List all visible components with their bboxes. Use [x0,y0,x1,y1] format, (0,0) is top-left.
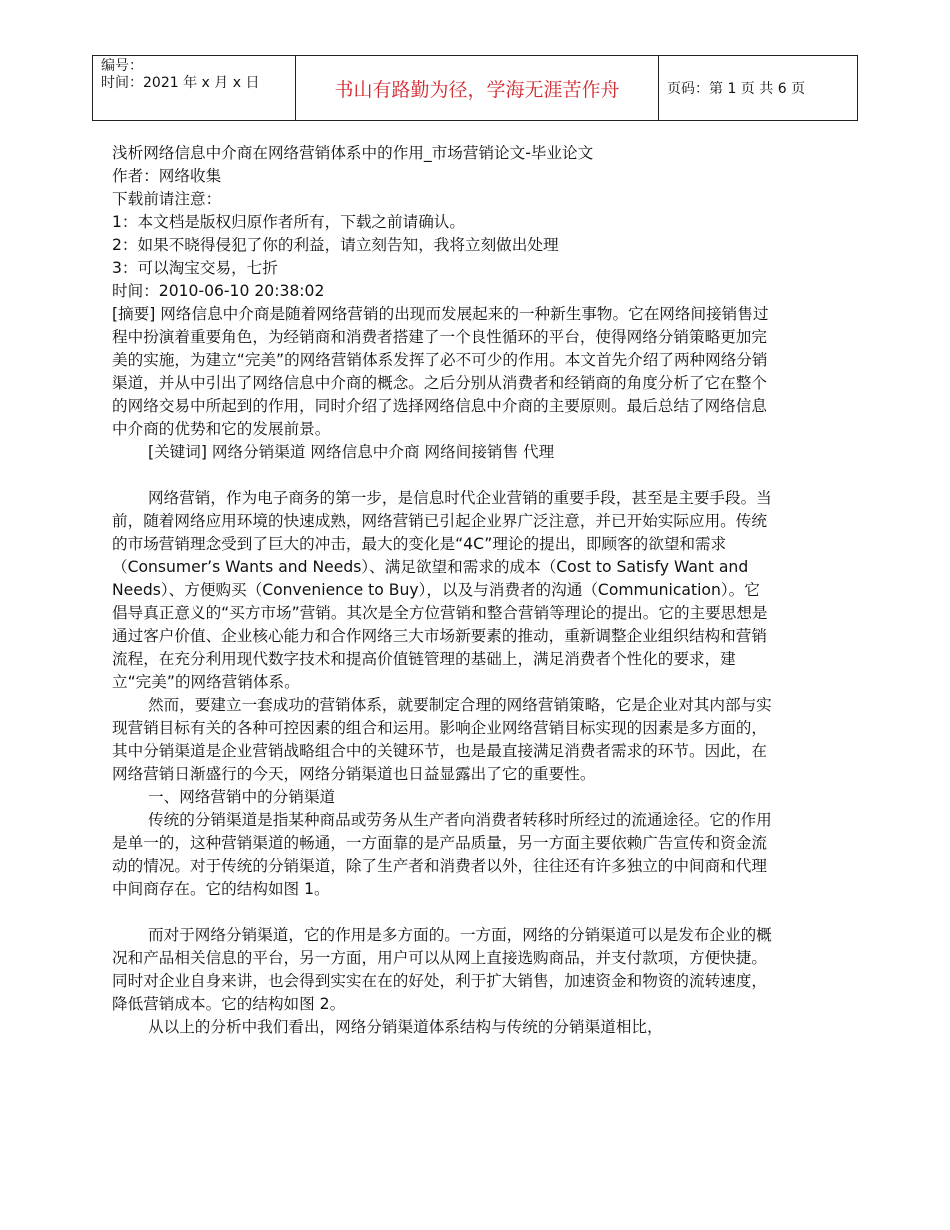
document-number-label: 编号： [101,58,143,74]
figure-placeholder [112,901,772,924]
notice-heading: 下载前请注意： [112,190,222,208]
article-title: 浅析网络信息中介商在网络营销体系中的作用_市场营销论文-毕业论文 [112,144,594,162]
article-keywords: [关键词] 网络分销渠道 网络信息中介商 网络间接销售 代理 [148,443,555,461]
section-heading: 一、网络营销中的分销渠道 [148,788,336,806]
spacer [112,464,772,487]
body-paragraph: 然而，要建立一套成功的营销体系，就要制定合理的网络营销策略，它是企业对其内部与实现营销目标有关的各种可控因素的组合和运用。影响企业网络营销目标实现的因素是多方面的，其中分销渠道是企业营销战略组合中的关键环节，也是最直接满足消费者需求的环节。因此，在网络营销日渐盛行的今天，网络分销渠道也日益显露出了它的重要性。 [112,696,772,783]
article-author: 作者：网络收集 [112,167,222,185]
header-meta-cell [93,56,296,121]
article-abstract: [摘要] 网络信息中介商是随着网络营销的出现而发展起来的一种新生事物。它在网络间接销售过程中扮演着重要角色，为经销商和消费者搭建了一个良性循环的平台，使得网络分销策略更加完美的实施，为建立“完美”的网络营销体系发挥了必不可少的作用。本文首先介绍了两种网络分销渠道，并从中引出了网络信息中介商的概念。之后分别从消费者和经销商的角度分析了它在整个的网络交易中所起到的作用，同时介绍了选择网络信息中介商的主要原则。最后总结了网络信息中介商的优势和它的发展前景。 [112,305,769,438]
article-timestamp: 时间：2010-06-10 20:38:02 [112,282,325,300]
body-paragraph: 而对于网络分销渠道，它的作用是多方面的。一方面，网络的分销渠道可以是发布企业的概况和产品相关信息的平台，另一方面，用户可以从网上直接选购商品，并支付款项，方便快捷。同时对企业自身来讲，也会得到实实在在的好处，利于扩大销售，加速资金和物资的流转速度，降低营销成本。它的结构如图 2。 [112,926,772,1013]
page-counter: 页码：第 1 页 共 6 页 [659,56,858,121]
header-motto: 书山有路勤为径，学海无涯苦作舟 [296,56,659,121]
body-paragraph: 传统的分销渠道是指某种商品或劳务从生产者向消费者转移时所经过的流通途径。它的作用是单一的，这种营销渠道的畅通，一方面靠的是产品质量，另一方面主要依赖广告宣传和资金流动的情况。对于传统的分销渠道，除了生产者和消费者以外，往往还有许多独立的中间商和代理中间商存在。它的结构如图 1。 [112,811,772,898]
notice-item: 3：可以淘宝交易，七折 [112,259,278,277]
body-paragraph: 从以上的分析中我们看出，网络分销渠道体系结构与传统的分销渠道相比， [148,1018,663,1036]
notice-item: 2：如果不晓得侵犯了你的利益，请立刻告知，我将立刻做出处理 [112,236,559,254]
document-header [92,55,858,121]
body-paragraph: 网络营销，作为电子商务的第一步，是信息时代企业营销的重要手段，甚至是主要手段。当前，随着网络应用环境的快速成熟，网络营销已引起企业界广泛注意，并已开始实际应用。传统的市场营销理念受到了巨大的冲击，最大的变化是“4C”理论的提出，即顾客的欲望和需求（Consumer’s Wants and Needs）、满足欲望和需求的成本（Cost to Satisfy Want and Needs）、方便购买（Convenience to Buy），以及与消费者的沟通（Communication）。它倡导真正意义的“买方市场”营销。其次是全方位营销和整合营销等理论的提出。它的主要思想是通过客户价值、企业核心能力和合作网络三大市场新要素的推动，重新调整企业组织结构和营销流程，在充分利用现代数字技术和提高价值链管理的基础上，满足消费者个性化的要求，建立“完美”的网络营销体系。 [112,489,772,691]
article-body [112,142,772,1039]
notice-item: 1：本文档是版权归原作者所有，下载之前请确认。 [112,213,465,231]
document-date-label: 时间：2021 年 x 月 x 日 [101,75,260,91]
